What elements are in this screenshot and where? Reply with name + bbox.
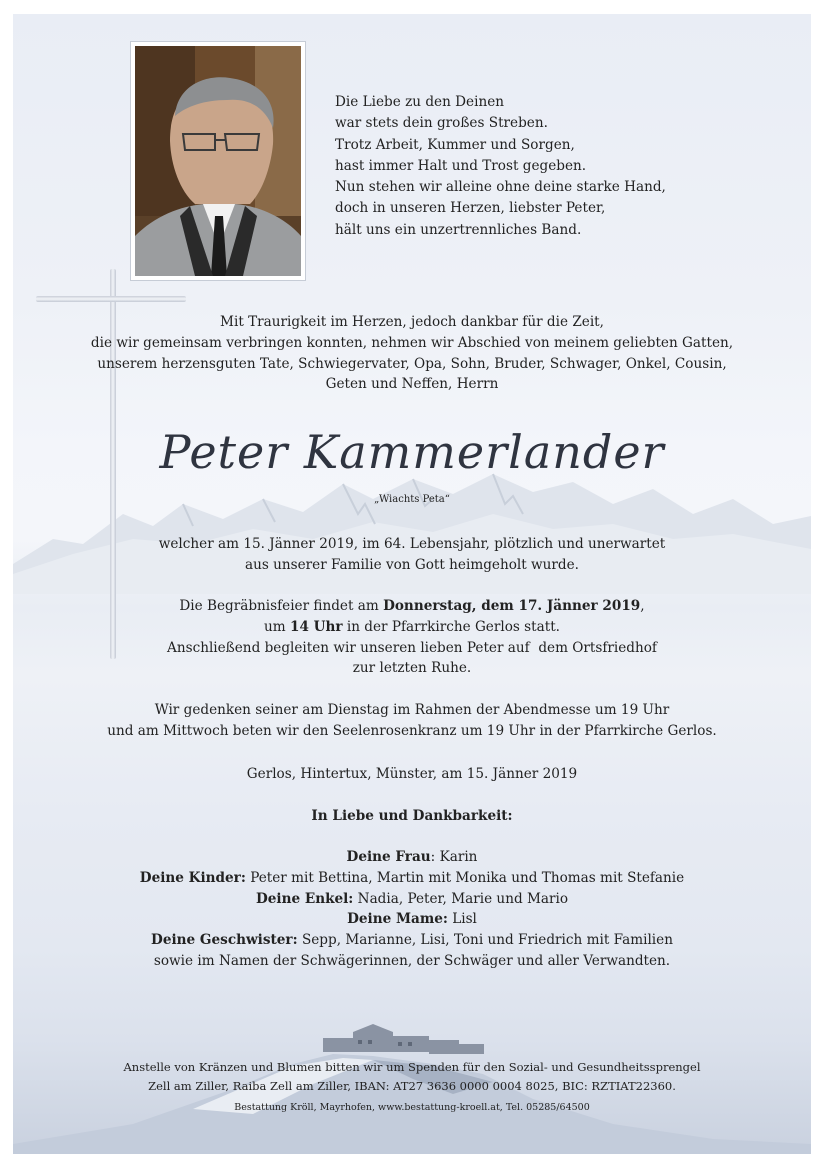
poem-line: war stets dein großes Streben. bbox=[335, 115, 548, 132]
donation-note bbox=[13, 1058, 811, 1096]
undertaker-info: Bestattung Kröll, Mayrhofen, www.bestattung-kroell.at, Tel. 05285/64500 bbox=[234, 1102, 590, 1113]
prayer-line: Wir gedenken seiner am Dienstag im Rahmen der Abendmesse um 19 Uhr bbox=[154, 702, 670, 718]
poem-line: Die Liebe zu den Deinen bbox=[335, 94, 505, 110]
poem-line: hast immer Halt und Trost gegeben. bbox=[335, 157, 587, 174]
portrait-photo bbox=[130, 41, 306, 281]
death-notice bbox=[13, 534, 811, 576]
donation-line: Zell am Ziller, Raiba Zell am Ziller, IBAN: AT27 3636 0000 0004 8025, BIC: RZTIAT22360. bbox=[148, 1079, 676, 1093]
poem-line: hält uns ein unzertrennliches Band. bbox=[335, 221, 582, 238]
poem-line: Nun stehen wir alleine ohne deine starke Hand, bbox=[335, 179, 666, 196]
memorial-poem bbox=[335, 92, 775, 241]
cross-horizontal-beam bbox=[36, 296, 186, 302]
family-row-mother: Deine Mame: Lisl bbox=[347, 911, 477, 928]
funeral-line-2: um 14 Uhr in der Pfarrkirche Gerlos statt. bbox=[264, 618, 560, 635]
death-line: welcher am 15. Jänner 2019, im 64. Lebensjahr, plötzlich und unerwartet bbox=[158, 536, 666, 552]
family-row-siblings: Deine Geschwister: Sepp, Marianne, Lisi, Toni und Friedrich mit Familien bbox=[151, 932, 673, 949]
family-row-spouse: Deine Frau: Karin bbox=[346, 849, 478, 865]
family-list bbox=[13, 847, 811, 972]
funeral-line-4: zur letzten Ruhe. bbox=[352, 660, 472, 677]
family-row-relatives: sowie im Namen der Schwägerinnen, der Schwäger und aller Verwandten. bbox=[153, 952, 671, 969]
portrait-image bbox=[135, 46, 301, 276]
parte-page bbox=[13, 14, 811, 1154]
family-row-grandchildren: Deine Enkel: Nadia, Peter, Marie und Mario bbox=[255, 890, 569, 907]
intro-line: Geten und Neffen, Herrn bbox=[325, 376, 499, 393]
funeral-info bbox=[13, 596, 811, 679]
donation-line: Anstelle von Kränzen und Blumen bitten wir um Spenden für den Sozial- und Gesundheitssprengel bbox=[123, 1060, 701, 1074]
family-row-children: Deine Kinder: Peter mit Bettina, Martin mit Monika und Thomas mit Stefanie bbox=[139, 869, 685, 886]
intro-line: unserem herzensguten Tate, Schwiegervater, Opa, Sohn, Bruder, Schwager, Onkel, Cousin, bbox=[97, 355, 727, 372]
prayer-line: und am Mittwoch beten wir den Seelenrosenkranz um 19 Uhr in der Pfarrkirche Gerlos. bbox=[107, 722, 717, 739]
intro-line: Mit Traurigkeit im Herzen, jedoch dankbar für die Zeit, bbox=[220, 314, 604, 330]
poem-line: doch in unseren Herzen, liebster Peter, bbox=[335, 200, 606, 217]
funeral-line-1: Die Begräbnisfeier findet am Donnerstag, dem 17. Jänner 2019, bbox=[179, 598, 645, 614]
intro-text bbox=[13, 312, 811, 395]
funeral-line-3: Anschließend begleiten wir unseren lieben Peter auf dem Ortsfriedhof bbox=[167, 639, 657, 656]
deceased-name: Peter Kammerlander bbox=[159, 425, 665, 479]
nickname: „Wiachts Peta“ bbox=[374, 494, 450, 505]
poem-line: Trotz Arbeit, Kummer und Sorgen, bbox=[335, 136, 575, 153]
closing-heading: In Liebe und Dankbarkeit: bbox=[311, 808, 513, 824]
prayer-info bbox=[13, 700, 811, 742]
intro-line: die wir gemeinsam verbringen konnten, nehmen wir Abschied von meinem geliebten Gatten, bbox=[90, 334, 734, 351]
place-date: Gerlos, Hintertux, Münster, am 15. Jänner 2019 bbox=[246, 766, 578, 782]
death-line: aus unserer Familie von Gott heimgeholt wurde. bbox=[244, 556, 579, 573]
